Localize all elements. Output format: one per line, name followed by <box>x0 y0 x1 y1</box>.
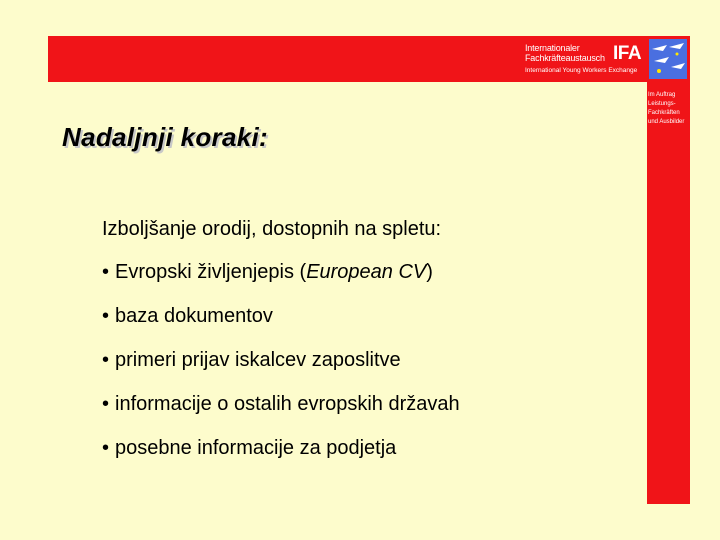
bullet-italic-text: European CV <box>306 261 427 283</box>
intro-text: Izboljšanje orodij, dostopnih na spletu: <box>102 218 442 240</box>
eu-flag-icon <box>649 39 687 79</box>
sidebar-line: und Ausbilder <box>648 119 685 125</box>
list-item <box>102 348 460 392</box>
logo-line-1: Internationaler <box>525 43 580 53</box>
sidebar-line: Fachkräften <box>648 110 680 116</box>
bullet-icon: • <box>102 437 110 459</box>
bullet-text: Evropski življenjepis ( <box>115 261 307 283</box>
bullet-text: posebne informacije za podjetja <box>115 437 397 459</box>
bullet-text: primeri prijav iskalcev zaposlitve <box>115 349 401 371</box>
list-item <box>102 260 460 304</box>
logo-line-3: International Young Workers Exchange <box>525 67 638 74</box>
sidebar-line: Leistungs- <box>648 101 676 107</box>
logo-ifa-mark: IFA <box>613 43 642 64</box>
slide-title: Nadaljnji koraki: <box>62 122 268 152</box>
list-item <box>102 436 460 480</box>
bullet-icon: • <box>102 305 110 327</box>
bullet-text: baza dokumentov <box>115 305 273 327</box>
list-item <box>102 392 460 436</box>
logo-line-2: Fachkräfteaustausch <box>525 53 605 63</box>
sidebar-line: Im Auftrag <box>648 92 676 98</box>
ifa-logo <box>521 40 645 80</box>
bullet-list <box>102 260 460 480</box>
list-item <box>102 304 460 348</box>
bullet-icon: • <box>102 349 110 371</box>
bullet-icon: • <box>102 261 110 283</box>
sidebar-text <box>648 91 690 127</box>
bullet-icon: • <box>102 393 110 415</box>
bullet-text-after: ) <box>426 261 433 283</box>
bullet-text: informacije o ostalih evropskih državah <box>115 393 460 415</box>
